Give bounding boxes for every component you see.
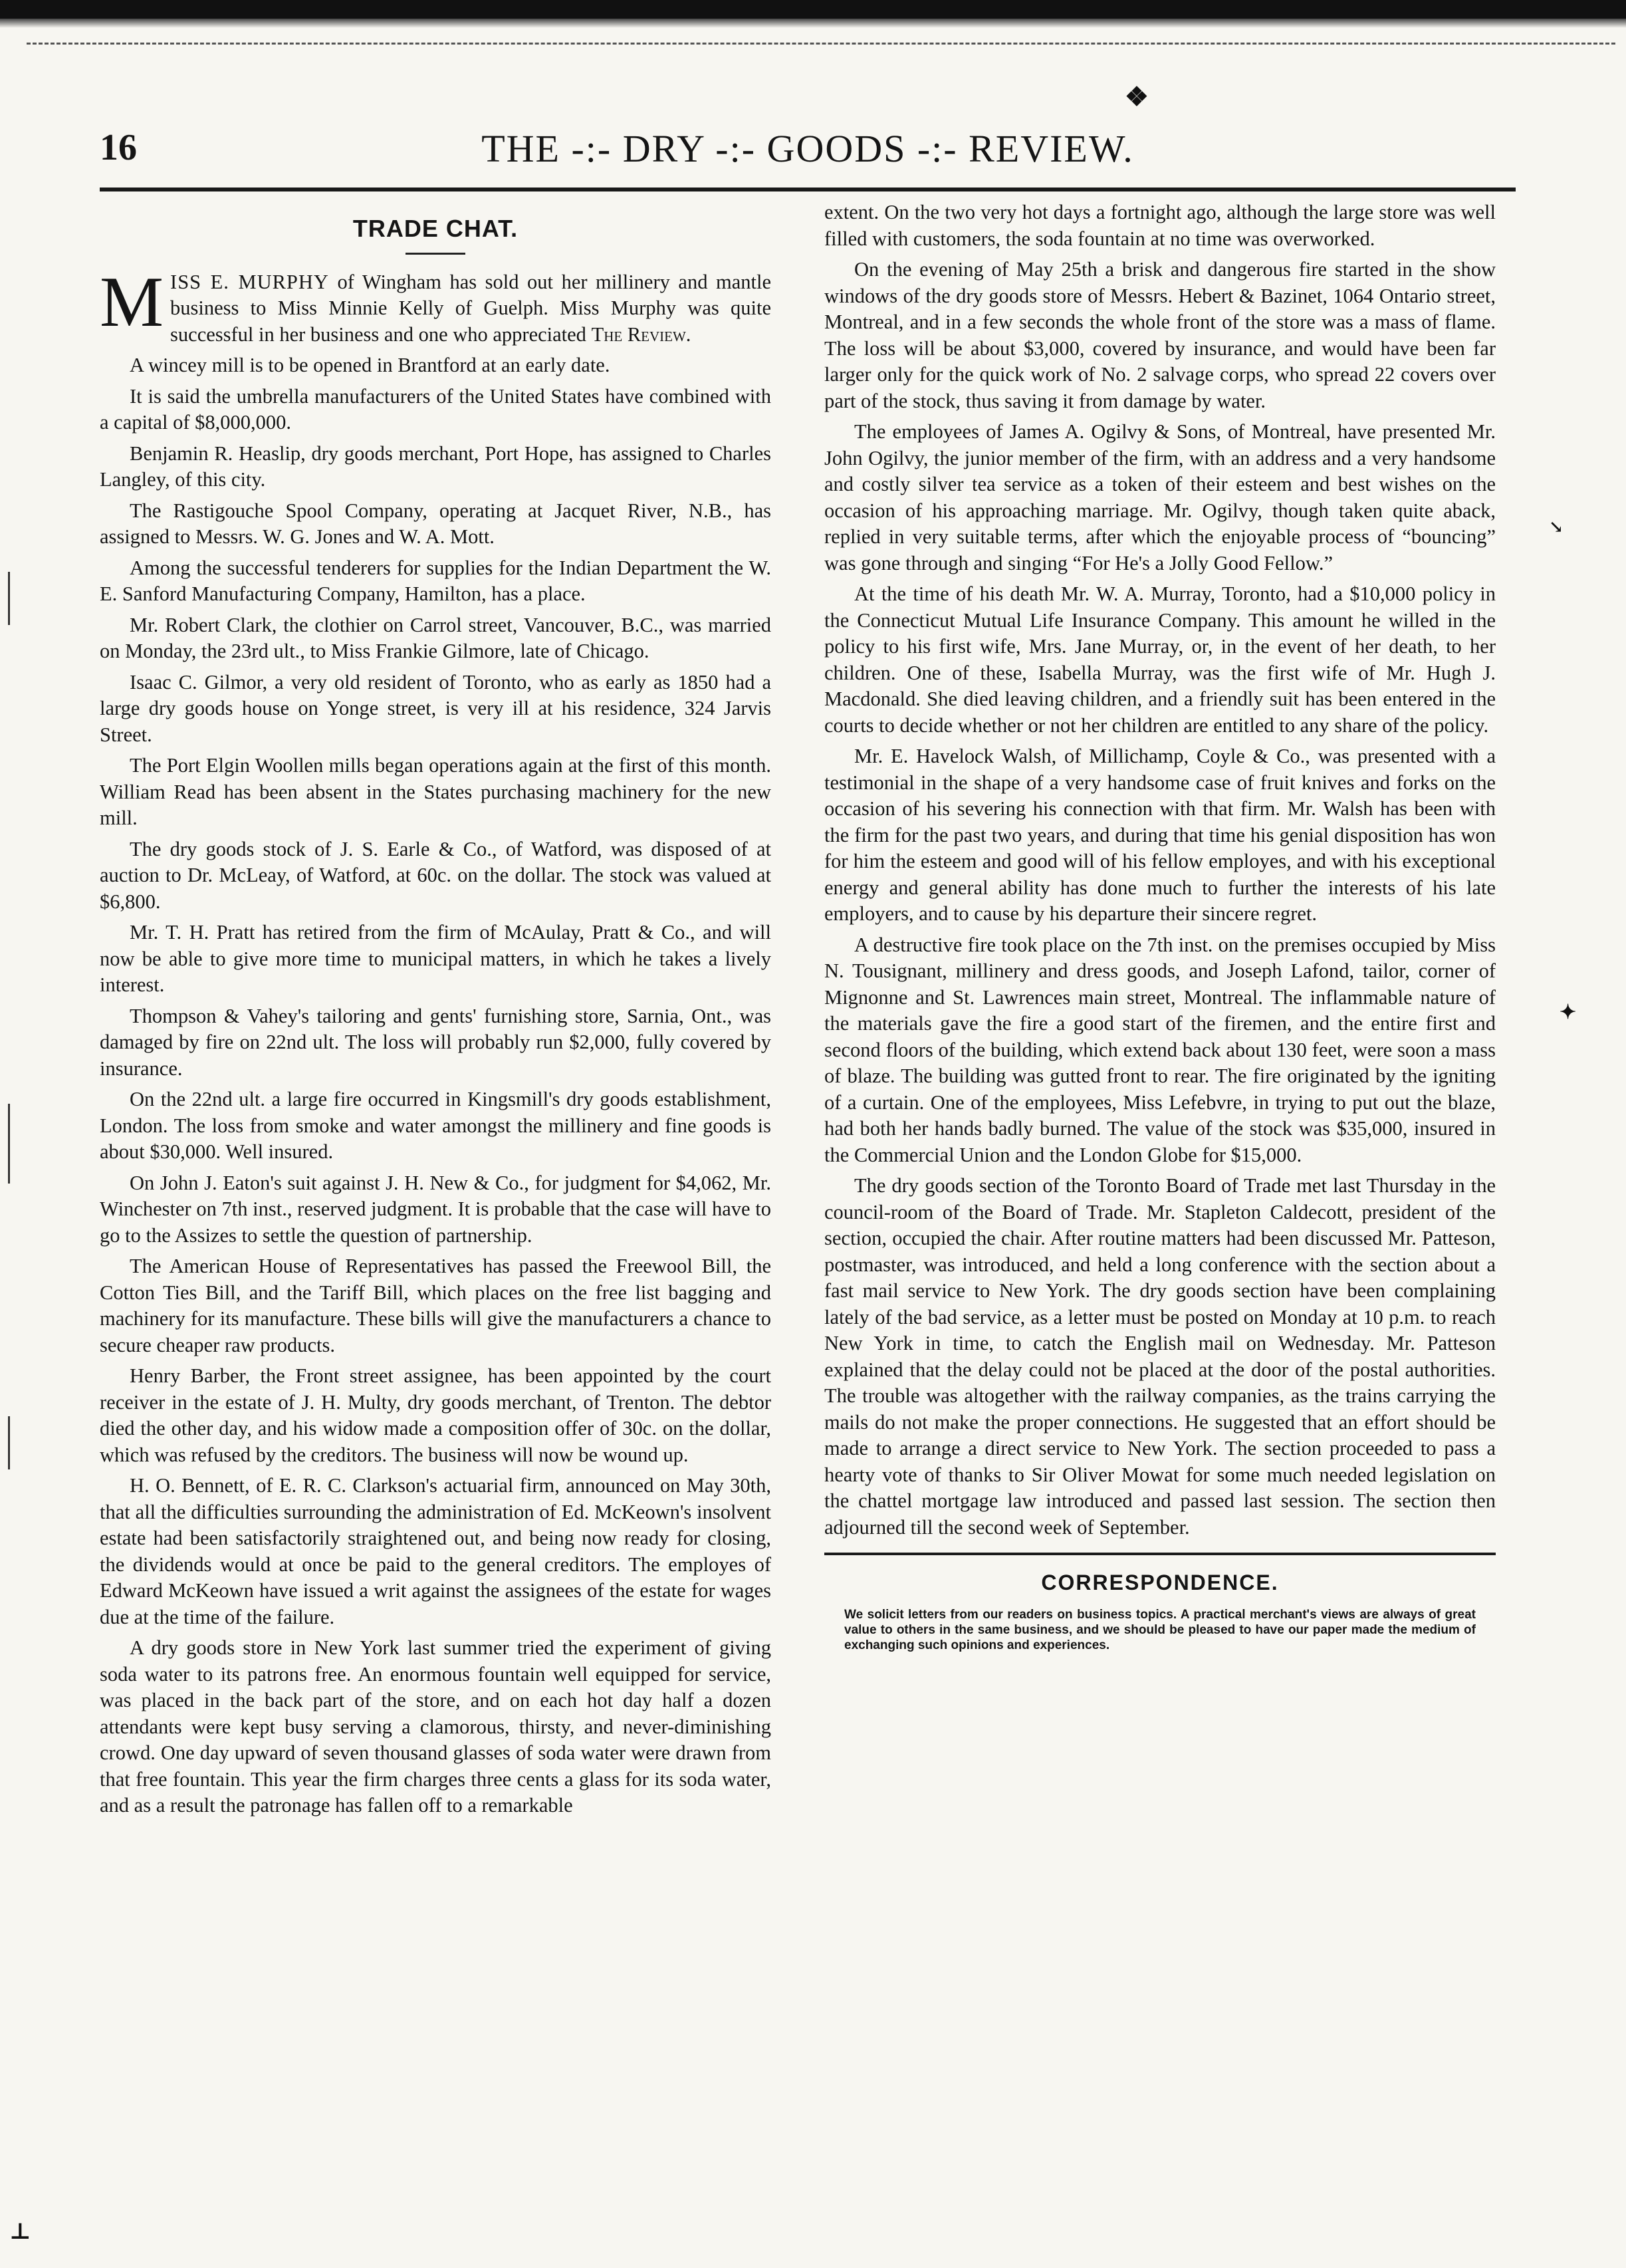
correspondence-note: We solicit letters from our readers on business topics. A practical merchant's views are always of great value to others in the same business, and we should be pleased to have our paper made the medium of exchanging such opinions and experiences.: [844, 1607, 1476, 1652]
page-top-border: [0, 0, 1626, 19]
margin-tick: [8, 1416, 10, 1469]
journal-title: THE -:- DRY -:- GOODS -:- REVIEW.: [481, 127, 1134, 170]
news-item: The dry goods stock of J. S. Earle & Co., of Watford, was disposed of at auction to Dr. McLeay, of Watford, at 60c. on the dollar. The stock was valued at $6,800.: [100, 837, 771, 913]
margin-tick: [8, 572, 10, 625]
section-title: TRADE CHAT.: [352, 215, 519, 242]
news-item: Benjamin R. Heaslip, dry goods merchant, Port Hope, has assigned to Charles Langley, of this city.: [100, 441, 771, 491]
news-item: On the 22nd ult. a large fire occurred in Kingsmill's dry goods establishment, London. The loss from smoke and water amongst the millinery and fine goods is about $30,000. Well insured.: [100, 1088, 771, 1163]
page-header: [100, 126, 1516, 186]
news-item: Thompson & Vahey's tailoring and gents' furnishing store, Sarnia, Ont., was damaged by fire on 22nd ult. The loss will probably run $2,000, fully covered by insurance.: [100, 1004, 771, 1080]
left-column: [100, 206, 771, 1824]
news-item: At the time of his death Mr. W. A. Murray, Toronto, had a $10,000 policy in the Connecticut Mutual Life Insurance Company. This amount he willed in the policy to his first wife, Mrs. Jane Murray, or, in the event of her death, to her children. One of these, Isabella Murray, was the first wife of Mr. Hugh J. Macdonald. She died leaving children, and a friendly suit has been entered in the courts to decide whether or not her children are entitled to any share of the policy.: [824, 582, 1496, 737]
news-item: A wincey mill is to be opened in Brantford at an early date.: [130, 354, 610, 376]
scan-mark: ❖: [1125, 82, 1149, 112]
news-item: Mr. T. H. Pratt has retired from the firm of McAulay, Pratt & Co., and will now be able to give more time to municipal matters, in which he takes a lively interest.: [100, 921, 771, 996]
section-end-rule: [824, 1553, 1496, 1555]
lead-text: of Wingham has sold out her millinery and mantle business to Miss Minnie Kelly of Guelph. Miss Murphy was quite successful in her business and one who appreciated: [170, 270, 771, 346]
news-item: H. O. Bennett, of E. R. C. Clarkson's actuarial firm, announced on May 30th, that all the difficulties surrounding the administration of Ed. McKeown's insolvent estate had been satisfactorily straightened out, and being now ready for closing, the dividends would at once be paid to the general creditors. The employes of Edward McKeown have issued a writ against the assignees of the estate for wages due at the time of the failure.: [100, 1474, 771, 1628]
news-item: The employees of James A. Ogilvy & Sons, of Montreal, have presented Mr. John Ogilvy, the junior member of the firm, with an address and a very handsome and costly silver tea service as a token of their esteem and best wishes on the occasion of his approaching marriage. Mr. Ogilvy, though taken quite aback, replied in very suitable terms, after which the enjoyable process of “bouncing” was gone through and singing “For He's a Jolly Good Fellow.”: [824, 420, 1496, 574]
scan-mark-right: ✦: [1560, 1001, 1577, 1023]
continued-paragraph: extent. On the two very hot days a fortnight ago, although the large store was well filled with customers, the soda fountain at no time was overworked.: [824, 201, 1496, 250]
news-item: On John J. Eaton's suit against J. H. New & Co., for judgment for $4,062, Mr. Winchester on 7th inst., reserved judgment. It is probable that the case will have to go to the Assizes to settle the question of partnership.: [100, 1171, 771, 1247]
news-item: The Rastigouche Spool Company, operating at Jacquet River, N.B., has assigned to Messrs. W. G. Jones and W. A. Mott.: [100, 499, 771, 548]
news-item: Among the successful tenderers for supplies for the Indian Department the W. E. Sanford Manufacturing Company, Hamilton, has a place.: [100, 556, 771, 605]
right-column: [824, 199, 1496, 1653]
news-item: A dry goods store in New York last summer tried the experiment of giving soda water to its patrons free. An enormous fountain well equipped for service, was placed in the back part of the store, and on each hot day half a dozen attendants were kept busy serving a clamorous, thirsty, and never-diminishing crowd. One day upward of seven thousand glasses of soda water were drawn from that free fountain. This year the firm charges three cents a glass for its soda water, and as a result the patronage has fallen off to a remarkable: [100, 1636, 771, 1817]
news-item: The Port Elgin Woollen mills began operations again at the first of this month. William Read has been absent in the States purchasing machinery for the new mill.: [100, 754, 771, 829]
scan-mark-corner: ⊥: [9, 2219, 31, 2244]
page-number: 16: [100, 127, 137, 168]
scan-dashed-rule: [27, 43, 1615, 45]
review-name: The Review: [591, 322, 686, 346]
drop-cap: M: [100, 262, 164, 342]
lead-paragraph: MISS E. MURPHY of Wingham has sold out her millinery and mantle business to Miss Minnie Kelly of Guelph. Miss Murphy was quite successful in her business and one who appreciated The Review.: [100, 262, 771, 346]
news-item: The American House of Representatives has passed the Freewool Bill, the Cotton Ties Bill, and the Tariff Bill, which places on the free list bagging and machinery for its manufacture. These bills will give the manufacturers a chance to secure cheaper raw products.: [100, 1255, 771, 1356]
news-item: A destructive fire took place on the 7th inst. on the premises occupied by Miss N. Tousignant, millinery and dress goods, and Joseph Lafond, tailor, corner of Mignonne and St. Lawrences main street, Montreal. The inflammable nature of the materials gave the fire a good start of the firemen, and the entire first and second floors of the building, which extend back about 130 feet, were soon a mass of blaze. The building was gutted front to rear. The fire originated by the igniting of a curtain. One of the employees, Miss Lefebvre, in trying to put out the blaze, had both her hands badly burned. The value of the stock was $35,000, insured in the Commercial Union and the London Globe for $15,000.: [824, 933, 1496, 1166]
news-item: On the evening of May 25th a brisk and dangerous fire started in the show windows of the dry goods store of Messrs. Hebert & Bazinet, 1064 Ontario street, Montreal, and in a few seconds the whole front of the store was a mass of flame. The loss will be about $3,000, covered by insurance, and would have been far larger only for the quick work of No. 2 salvage corps, who spread 22 covers over part of the stock, thus saving it from damage by water.: [824, 258, 1496, 412]
news-item: The dry goods section of the Toronto Board of Trade met last Thursday in the council-room of the Board of Trade. Mr. Stapleton Caldecott, president of the section, occupied the chair. After routine matters had been discussed Mr. Patteson, postmaster, was introduced, and held a long conference with the section about a fast mail service to New York. The dry goods section have been complaining lately of the bad service, as a letter must be posted on Monday at 10 p.m. to reach New York in time, to catch the English mail on Wednesday. Mr. Patteson explained that the delay could not be placed at the door of the postal authorities. The trouble was altogether with the railway companies, as the trains carrying the mails do not make the proper connections. He suggested that an effort should be made to arrange a direct service to New York. The section proceeded to pass a hearty vote of thanks to Sir Oliver Mowat for some much needed legislation on the chattel mortgage law introduced and passed last session. The section then adjourned till the second week of September.: [824, 1174, 1496, 1539]
news-item: Mr. Robert Clark, the clothier on Carrol street, Vancouver, B.C., was married on Monday, the 23rd ult., to Miss Frankie Gilmore, late of Chicago.: [100, 613, 771, 662]
news-item: Isaac C. Gilmor, a very old resident of Toronto, who as early as 1850 had a large dry goods house on Yonge street, is very ill at his residence, 324 Jarvis Street.: [100, 670, 771, 746]
margin-tick: [8, 1104, 10, 1184]
section-title-rule: [406, 253, 465, 255]
scan-mark-right-2: ↘: [1549, 517, 1564, 537]
news-item: It is said the umbrella manufacturers of the United States have combined with a capital of $8,000,000.: [100, 384, 771, 434]
page-top-shadow: [0, 19, 1626, 28]
lead-caps: ISS E. MURPHY: [170, 270, 329, 293]
header-rule: [100, 188, 1516, 191]
news-item: Mr. E. Havelock Walsh, of Millichamp, Coyle & Co., was presented with a testimonial in the shape of a very handsome case of fruit knives and forks on the occasion of his severing his connection with that firm. Mr. Walsh has been with the firm for the past two years, and during that time his genial disposition has won for him the esteem and good will of his fellow employes, and with his exceptional energy and general ability has done much to further the interests of his late employers, and to cause by his departure their sincere regret.: [824, 745, 1496, 925]
correspondence-title: CORRESPONDENCE.: [1041, 1571, 1279, 1594]
news-item: Henry Barber, the Front street assignee, has been appointed by the court receiver in the estate of J. H. Multy, dry goods merchant, of Trenton. The debtor died the other day, and his widow made a composition offer of 30c. on the dollar, which was refused by the creditors. The business will now be wound up.: [100, 1364, 771, 1466]
